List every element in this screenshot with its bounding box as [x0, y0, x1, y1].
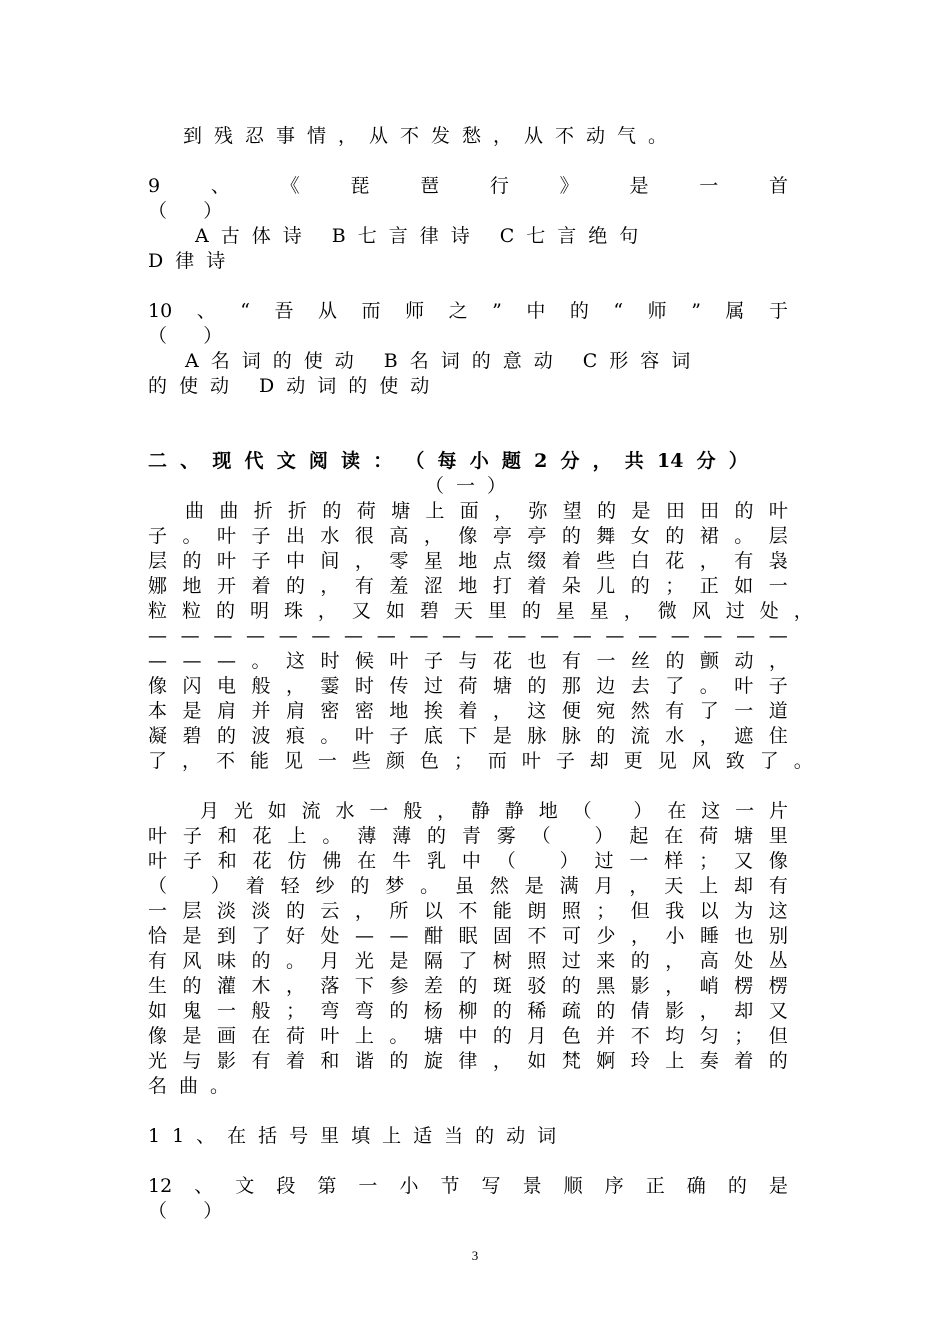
text-line: 月 光 如 流 水 一 般 ， 静 静 地 （ ） 在 这 一 片 [200, 800, 788, 822]
text-line: 12 、 文 段 第 一 小 节 写 景 顺 序 正 确 的 是 [148, 1175, 788, 1197]
text-line: 二 、 现 代 文 阅 读 ： （ 每 小 题 2 分 ， 共 14 分 ） [148, 450, 748, 472]
text-line: 叶 子 和 花 上 。 薄 薄 的 青 雾 （ ） 起 在 荷 塘 里 [148, 825, 788, 847]
text-line: 本 是 肩 并 肩 密 密 地 挨 着 ， 这 便 宛 然 有 了 一 道 [148, 700, 788, 722]
text-line: （ ） [148, 325, 223, 347]
text-line: 10 、 “ 吾 从 而 师 之 ” 中 的 “ 师 ” 属 于 [148, 300, 788, 322]
text-line: A古体诗 B七言律诗 C七言绝句 [195, 225, 651, 247]
text-line: （ ） 着 轻 纱 的 梦 。 虽 然 是 满 月 ， 天 上 却 有 [148, 875, 788, 897]
text-line: 光 与 影 有 着 和 谐 的 旋 律 ， 如 梵 婀 玲 上 奏 着 的 [148, 1050, 788, 1072]
text-line: （一） [425, 475, 519, 497]
text-line: 名曲。 [148, 1075, 242, 1097]
text-line: 叶 子 和 花 仿 佛 在 牛 乳 中 （ ） 过 一 样 ； 又 像 [148, 850, 788, 872]
text-line: 恰 是 到 了 好 处 — — 酣 眠 固 不 可 少 ， 小 睡 也 别 [148, 925, 788, 947]
text-line: 粒 粒 的 明 珠 ， 又 如 碧 天 里 的 星 星 ， 微 风 过 处 ， [148, 600, 813, 622]
text-line: D律诗 [148, 250, 238, 272]
text-line: A名词的使动 B名词的意动 C形容词 [185, 350, 703, 372]
text-line: 像 闪 电 般 ， 霎 时 传 过 荷 塘 的 那 边 去 了 。 叶 子 [148, 675, 788, 697]
text-line: 娜 地 开 着 的 ， 有 羞 涩 地 打 着 朵 儿 的 ； 正 如 一 [148, 575, 788, 597]
text-line: 凝 碧 的 波 痕 。 叶 子 底 下 是 脉 脉 的 流 水 ， 遮 住 [148, 725, 788, 747]
text-line: 11、在括号里填上适当的动词 [148, 1125, 569, 1147]
text-line: 曲 曲 折 折 的 荷 塘 上 面 ， 弥 望 的 是 田 田 的 叶 [185, 500, 788, 522]
text-line: 了 ， 不 能 见 一 些 颜 色 ； 而 叶 子 却 更 见 风 致 了 。 [148, 750, 813, 772]
text-line: 9 、 《 琵 琶 行 》 是 一 首 [148, 175, 788, 197]
text-line: 的使动 D动词的使动 [148, 375, 442, 397]
text-line: — — — — — — — — — — — — — — — — — — — — [148, 625, 788, 647]
text-line: 层 的 叶 子 中 间 ， 零 星 地 点 缀 着 些 白 花 ， 有 袅 [148, 550, 788, 572]
text-line: （ ） [148, 200, 223, 222]
text-line: 有 风 味 的 。 月 光 是 隔 了 树 照 过 来 的 ， 高 处 丛 [148, 950, 788, 972]
text-line: 一 层 淡 淡 的 云 ， 所 以 不 能 朗 照 ； 但 我 以 为 这 [148, 900, 788, 922]
text-line: 如 鬼 一 般 ； 弯 弯 的 杨 柳 的 稀 疏 的 倩 影 ， 却 又 [148, 1000, 788, 1022]
text-line: 到残忍事情，从不发愁，从不动气。 [183, 125, 680, 147]
text-line: （ ） [148, 1200, 223, 1222]
text-line: 子 。 叶 子 出 水 很 高 ， 像 亭 亭 的 舞 女 的 裙 。 层 [148, 525, 788, 547]
text-line: 像 是 画 在 荷 叶 上 。 塘 中 的 月 色 并 不 均 匀 ； 但 [148, 1025, 788, 1047]
page-number: 3 [471, 1248, 479, 1263]
text-line: 生 的 灌 木 ， 落 下 参 差 的 斑 驳 的 黑 影 ， 峭 楞 楞 [148, 975, 788, 997]
text-line: — — — 。 这 时 候 叶 子 与 花 也 有 一 丝 的 颤 动 ， [148, 650, 788, 672]
